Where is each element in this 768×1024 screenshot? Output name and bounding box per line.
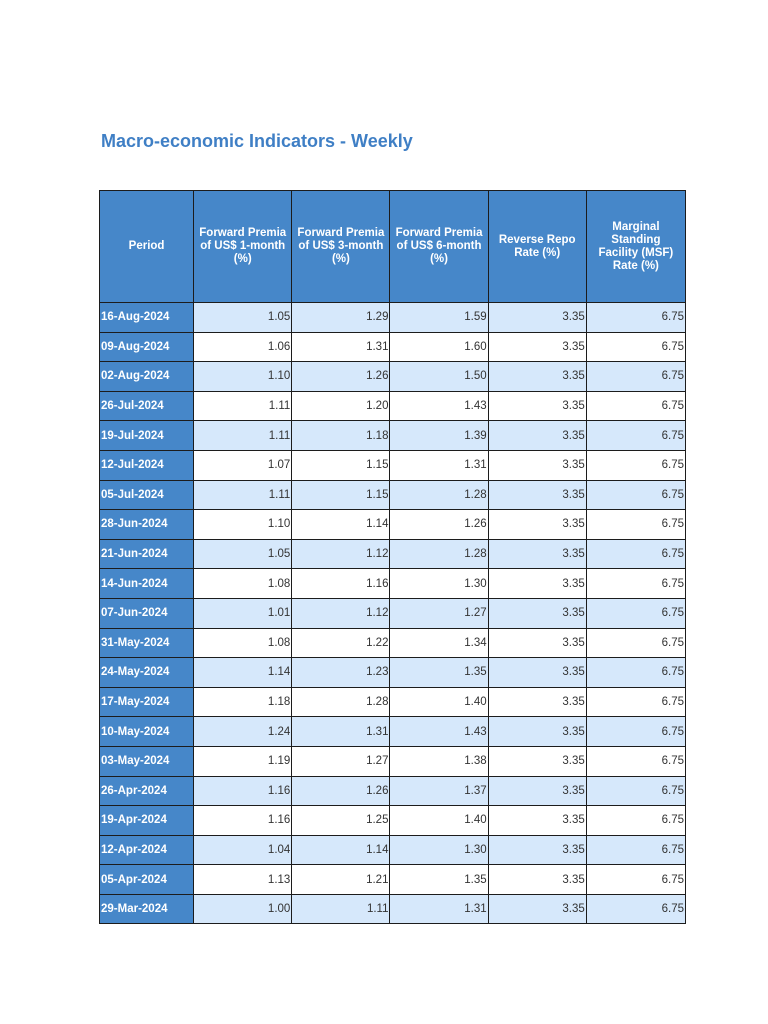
table-row xyxy=(100,835,686,865)
forward-premia-3m-cell: 1.22 xyxy=(292,628,390,658)
forward-premia-1m-cell: 1.01 xyxy=(194,598,292,628)
reverse-repo-rate-cell: 3.35 xyxy=(488,865,586,895)
period-cell: 19-Jul-2024 xyxy=(100,421,194,451)
period-cell: 12-Apr-2024 xyxy=(100,835,194,865)
msf-rate-cell: 6.75 xyxy=(586,539,685,569)
forward-premia-3m-cell: 1.11 xyxy=(292,894,390,924)
forward-premia-6m-cell: 1.60 xyxy=(390,332,488,362)
forward-premia-3m-cell: 1.27 xyxy=(292,746,390,776)
period-cell: 31-May-2024 xyxy=(100,628,194,658)
forward-premia-6m-cell: 1.26 xyxy=(390,510,488,540)
forward-premia-3m-cell: 1.14 xyxy=(292,510,390,540)
forward-premia-1m-cell: 1.08 xyxy=(194,628,292,658)
table-row xyxy=(100,421,686,451)
reverse-repo-rate-cell: 3.35 xyxy=(488,776,586,806)
msf-rate-cell: 6.75 xyxy=(586,628,685,658)
forward-premia-6m-cell: 1.40 xyxy=(390,687,488,717)
forward-premia-3m-cell: 1.25 xyxy=(292,806,390,836)
period-cell: 09-Aug-2024 xyxy=(100,332,194,362)
period-cell: 07-Jun-2024 xyxy=(100,598,194,628)
msf-rate-cell: 6.75 xyxy=(586,894,685,924)
table-row xyxy=(100,598,686,628)
forward-premia-6m-cell: 1.35 xyxy=(390,865,488,895)
forward-premia-1m-cell: 1.00 xyxy=(194,894,292,924)
reverse-repo-rate-cell: 3.35 xyxy=(488,687,586,717)
table-row xyxy=(100,687,686,717)
table-row xyxy=(100,510,686,540)
forward-premia-6m-cell: 1.38 xyxy=(390,746,488,776)
forward-premia-3m-cell: 1.20 xyxy=(292,391,390,421)
forward-premia-6m-cell: 1.40 xyxy=(390,806,488,836)
reverse-repo-rate-cell: 3.35 xyxy=(488,894,586,924)
header-row xyxy=(100,191,686,303)
forward-premia-6m-cell: 1.35 xyxy=(390,658,488,688)
reverse-repo-rate-cell: 3.35 xyxy=(488,510,586,540)
reverse-repo-rate-cell: 3.35 xyxy=(488,806,586,836)
forward-premia-1m-cell: 1.19 xyxy=(194,746,292,776)
msf-rate-cell: 6.75 xyxy=(586,569,685,599)
forward-premia-1m-cell: 1.13 xyxy=(194,865,292,895)
forward-premia-3m-cell: 1.26 xyxy=(292,362,390,392)
forward-premia-1m-cell: 1.11 xyxy=(194,480,292,510)
forward-premia-3m-cell: 1.23 xyxy=(292,658,390,688)
reverse-repo-rate-cell: 3.35 xyxy=(488,450,586,480)
msf-rate-cell: 6.75 xyxy=(586,510,685,540)
msf-rate-cell: 6.75 xyxy=(586,450,685,480)
forward-premia-1m-cell: 1.18 xyxy=(194,687,292,717)
forward-premia-1m-cell: 1.11 xyxy=(194,421,292,451)
reverse-repo-rate-cell: 3.35 xyxy=(488,539,586,569)
table-row xyxy=(100,303,686,333)
table-row xyxy=(100,332,686,362)
forward-premia-6m-cell: 1.31 xyxy=(390,450,488,480)
forward-premia-3m-cell: 1.15 xyxy=(292,450,390,480)
table-row xyxy=(100,539,686,569)
msf-rate-cell: 6.75 xyxy=(586,687,685,717)
forward-premia-3m-cell: 1.14 xyxy=(292,835,390,865)
msf-rate-cell: 6.75 xyxy=(586,303,685,333)
msf-rate-cell: 6.75 xyxy=(586,806,685,836)
forward-premia-1m-cell: 1.08 xyxy=(194,569,292,599)
table-row xyxy=(100,391,686,421)
msf-rate-cell: 6.75 xyxy=(586,865,685,895)
forward-premia-6m-cell: 1.59 xyxy=(390,303,488,333)
table-row xyxy=(100,806,686,836)
period-cell: 03-May-2024 xyxy=(100,746,194,776)
forward-premia-3m-cell: 1.18 xyxy=(292,421,390,451)
reverse-repo-rate-cell: 3.35 xyxy=(488,717,586,747)
table-row xyxy=(100,746,686,776)
reverse-repo-rate-cell: 3.35 xyxy=(488,332,586,362)
forward-premia-1m-cell: 1.04 xyxy=(194,835,292,865)
forward-premia-3m-cell: 1.12 xyxy=(292,598,390,628)
reverse-repo-rate-cell: 3.35 xyxy=(488,598,586,628)
page-title: Macro-economic Indicators - Weekly xyxy=(101,131,413,151)
period-cell: 29-Mar-2024 xyxy=(100,894,194,924)
period-cell: 05-Jul-2024 xyxy=(100,480,194,510)
msf-rate-cell: 6.75 xyxy=(586,658,685,688)
forward-premia-6m-cell: 1.31 xyxy=(390,894,488,924)
forward-premia-6m-cell: 1.37 xyxy=(390,776,488,806)
msf-rate-cell: 6.75 xyxy=(586,598,685,628)
reverse-repo-rate-cell: 3.35 xyxy=(488,569,586,599)
period-cell: 02-Aug-2024 xyxy=(100,362,194,392)
period-cell: 26-Jul-2024 xyxy=(100,391,194,421)
column-header-reverse-repo-rate: Reverse Repo Rate (%) xyxy=(488,191,586,303)
reverse-repo-rate-cell: 3.35 xyxy=(488,362,586,392)
msf-rate-cell: 6.75 xyxy=(586,421,685,451)
forward-premia-6m-cell: 1.28 xyxy=(390,480,488,510)
msf-rate-cell: 6.75 xyxy=(586,391,685,421)
forward-premia-1m-cell: 1.07 xyxy=(194,450,292,480)
table-row xyxy=(100,450,686,480)
msf-rate-cell: 6.75 xyxy=(586,835,685,865)
forward-premia-3m-cell: 1.31 xyxy=(292,717,390,747)
forward-premia-6m-cell: 1.34 xyxy=(390,628,488,658)
table-row xyxy=(100,865,686,895)
forward-premia-3m-cell: 1.21 xyxy=(292,865,390,895)
reverse-repo-rate-cell: 3.35 xyxy=(488,746,586,776)
msf-rate-cell: 6.75 xyxy=(586,746,685,776)
period-cell: 21-Jun-2024 xyxy=(100,539,194,569)
forward-premia-1m-cell: 1.11 xyxy=(194,391,292,421)
table-row xyxy=(100,717,686,747)
table-row xyxy=(100,362,686,392)
msf-rate-cell: 6.75 xyxy=(586,717,685,747)
forward-premia-6m-cell: 1.39 xyxy=(390,421,488,451)
forward-premia-3m-cell: 1.29 xyxy=(292,303,390,333)
forward-premia-1m-cell: 1.24 xyxy=(194,717,292,747)
table-row xyxy=(100,480,686,510)
table-row xyxy=(100,776,686,806)
forward-premia-3m-cell: 1.31 xyxy=(292,332,390,362)
reverse-repo-rate-cell: 3.35 xyxy=(488,421,586,451)
forward-premia-1m-cell: 1.05 xyxy=(194,539,292,569)
reverse-repo-rate-cell: 3.35 xyxy=(488,391,586,421)
column-header-forward-premia-1m: Forward Premia of US$ 1-month (%) xyxy=(194,191,292,303)
column-header-forward-premia-6m: Forward Premia of US$ 6-month (%) xyxy=(390,191,488,303)
forward-premia-6m-cell: 1.43 xyxy=(390,717,488,747)
reverse-repo-rate-cell: 3.35 xyxy=(488,480,586,510)
period-cell: 12-Jul-2024 xyxy=(100,450,194,480)
msf-rate-cell: 6.75 xyxy=(586,776,685,806)
forward-premia-6m-cell: 1.27 xyxy=(390,598,488,628)
table-body xyxy=(100,303,686,924)
forward-premia-6m-cell: 1.30 xyxy=(390,569,488,599)
forward-premia-3m-cell: 1.15 xyxy=(292,480,390,510)
forward-premia-1m-cell: 1.10 xyxy=(194,362,292,392)
column-header-period: Period xyxy=(100,191,194,303)
forward-premia-3m-cell: 1.28 xyxy=(292,687,390,717)
forward-premia-6m-cell: 1.50 xyxy=(390,362,488,392)
forward-premia-1m-cell: 1.06 xyxy=(194,332,292,362)
msf-rate-cell: 6.75 xyxy=(586,332,685,362)
period-cell: 17-May-2024 xyxy=(100,687,194,717)
forward-premia-1m-cell: 1.16 xyxy=(194,806,292,836)
period-cell: 28-Jun-2024 xyxy=(100,510,194,540)
forward-premia-3m-cell: 1.12 xyxy=(292,539,390,569)
msf-rate-cell: 6.75 xyxy=(586,362,685,392)
forward-premia-6m-cell: 1.28 xyxy=(390,539,488,569)
forward-premia-1m-cell: 1.16 xyxy=(194,776,292,806)
table-row xyxy=(100,569,686,599)
period-cell: 05-Apr-2024 xyxy=(100,865,194,895)
period-cell: 16-Aug-2024 xyxy=(100,303,194,333)
table-row xyxy=(100,628,686,658)
reverse-repo-rate-cell: 3.35 xyxy=(488,303,586,333)
msf-rate-cell: 6.75 xyxy=(586,480,685,510)
forward-premia-6m-cell: 1.30 xyxy=(390,835,488,865)
forward-premia-1m-cell: 1.14 xyxy=(194,658,292,688)
reverse-repo-rate-cell: 3.35 xyxy=(488,658,586,688)
period-cell: 19-Apr-2024 xyxy=(100,806,194,836)
reverse-repo-rate-cell: 3.35 xyxy=(488,835,586,865)
table-row xyxy=(100,894,686,924)
column-header-forward-premia-3m: Forward Premia of US$ 3-month (%) xyxy=(292,191,390,303)
period-cell: 10-May-2024 xyxy=(100,717,194,747)
forward-premia-1m-cell: 1.05 xyxy=(194,303,292,333)
period-cell: 14-Jun-2024 xyxy=(100,569,194,599)
indicators-table xyxy=(99,190,686,924)
period-cell: 24-May-2024 xyxy=(100,658,194,688)
forward-premia-3m-cell: 1.26 xyxy=(292,776,390,806)
forward-premia-3m-cell: 1.16 xyxy=(292,569,390,599)
table-row xyxy=(100,658,686,688)
forward-premia-1m-cell: 1.10 xyxy=(194,510,292,540)
forward-premia-6m-cell: 1.43 xyxy=(390,391,488,421)
reverse-repo-rate-cell: 3.35 xyxy=(488,628,586,658)
column-header-msf-rate: Marginal Standing Facility (MSF) Rate (%) xyxy=(586,191,685,303)
period-cell: 26-Apr-2024 xyxy=(100,776,194,806)
